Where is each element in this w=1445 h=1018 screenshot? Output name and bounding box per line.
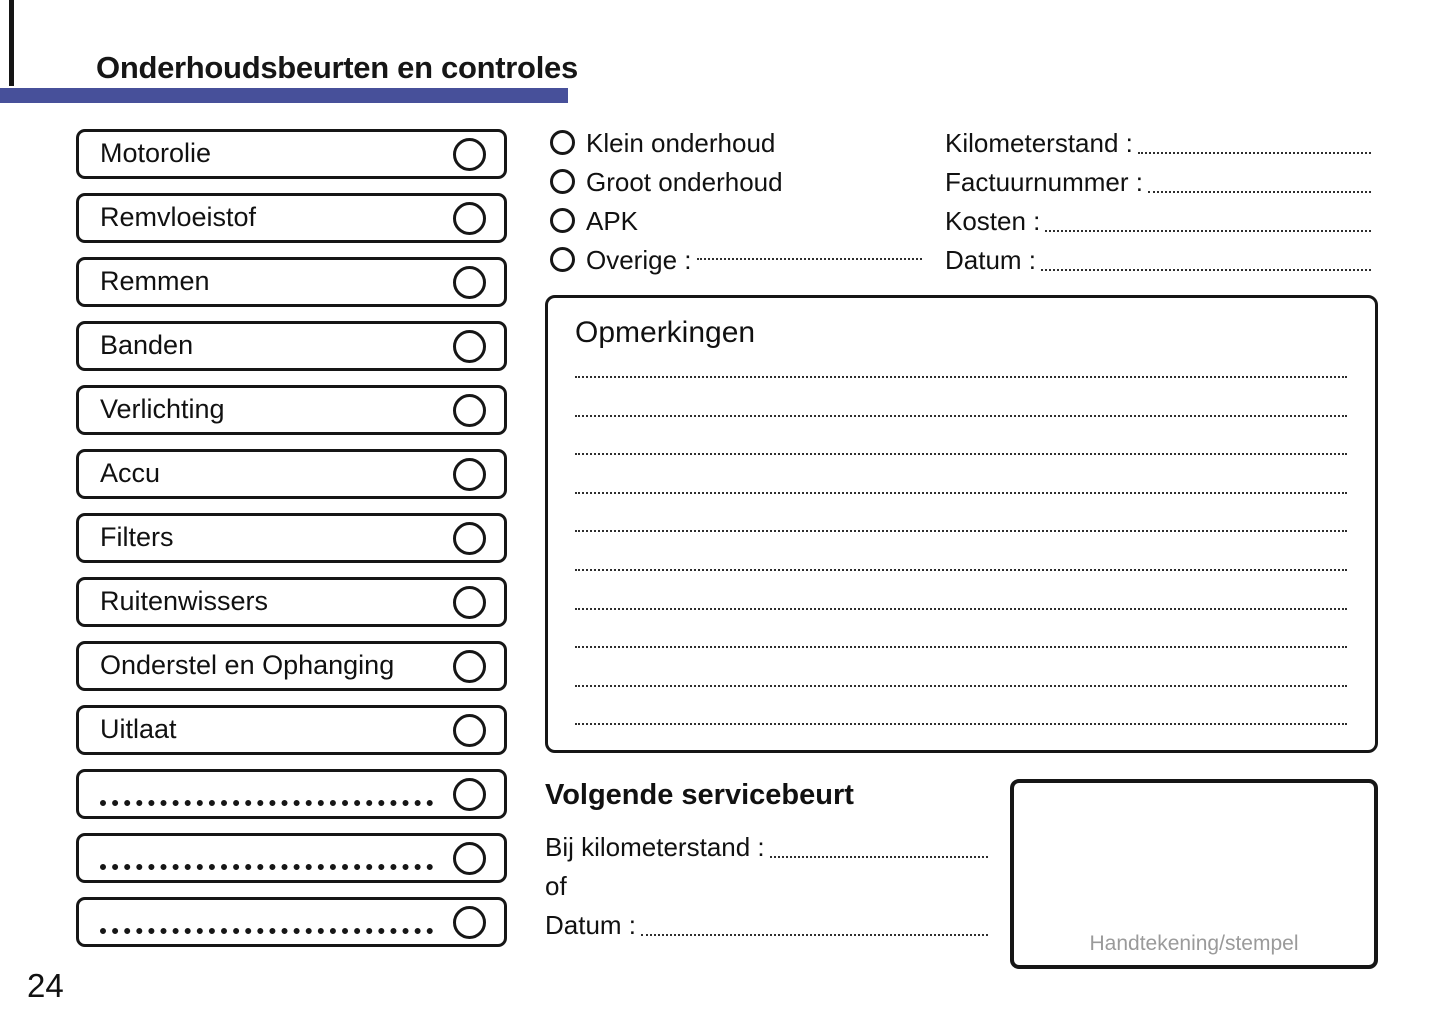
next-service-mileage-row [545, 832, 988, 860]
service-detail-fields [945, 129, 1371, 285]
checklist-item-uitlaat [76, 705, 507, 755]
checklist-item-remmen [76, 257, 507, 307]
remarks-title: Opmerkingen [575, 316, 756, 349]
checklist-item-label: Verlichting [100, 393, 225, 424]
field-kilometerstand [945, 129, 1371, 156]
checklist-item-label: Motorolie [100, 137, 212, 168]
checklist-item-blank [76, 897, 507, 947]
checklist-item-blank [76, 769, 507, 819]
checklist-item-label: Remvloeistof [100, 201, 257, 232]
checklist-item-label: Onderstel en Ophanging [100, 649, 395, 680]
option-groot-onderhoud [550, 168, 922, 195]
write-in-dotted-line [1148, 191, 1371, 193]
page-number: 24 [27, 967, 64, 1004]
checkbox-circle-icon [453, 586, 486, 619]
signature-box [1010, 779, 1378, 969]
remarks-line [575, 415, 1347, 417]
checkbox-circle-icon [453, 138, 486, 171]
remarks-line [575, 685, 1347, 687]
remarks-ruled-lines [575, 376, 1347, 728]
option-label: Groot onderhoud [586, 166, 783, 197]
inspection-checklist [76, 129, 507, 961]
checklist-item-verlichting [76, 385, 507, 435]
remarks-line [575, 530, 1347, 532]
checklist-item-label: Ruitenwissers [100, 585, 269, 616]
write-in-dotted-line [770, 856, 988, 858]
page-title: Onderhoudsbeurten en controles [96, 50, 578, 85]
option-overige [550, 246, 922, 273]
field-label: Datum : [945, 245, 1037, 275]
signature-label: Handtekening/stempel [1089, 932, 1299, 955]
checklist-item-ruitenwissers [76, 577, 507, 627]
blank-entry-dotted-line [100, 800, 433, 806]
checklist-item-label: Uitlaat [100, 713, 177, 744]
checkbox-circle-icon [453, 714, 486, 747]
or-label: of [545, 871, 567, 901]
write-in-dotted-line [697, 258, 923, 260]
field-factuurnummer [945, 168, 1371, 195]
checkbox-circle-icon [453, 330, 486, 363]
field-label: Factuurnummer : [945, 167, 1143, 197]
checkbox-circle-icon [453, 778, 486, 811]
write-in-dotted-line [1041, 269, 1371, 271]
checklist-item-label: Accu [100, 457, 161, 488]
option-apk [550, 207, 922, 234]
remarks-line [575, 646, 1347, 648]
print-corner-mark [9, 0, 14, 86]
blank-entry-dotted-line [100, 864, 433, 870]
radio-circle-icon [550, 130, 575, 155]
blank-entry-dotted-line [100, 928, 433, 934]
checkbox-circle-icon [453, 650, 486, 683]
checkbox-circle-icon [453, 202, 486, 235]
checklist-item-label: Filters [100, 521, 174, 552]
remarks-line [575, 453, 1347, 455]
field-datum [945, 246, 1371, 273]
field-label: Bij kilometerstand : [545, 832, 765, 862]
remarks-box [545, 295, 1378, 753]
next-service-title: Volgende servicebeurt [545, 779, 854, 811]
option-label: Overige : [586, 244, 692, 275]
checklist-item-label: Banden [100, 329, 194, 360]
remarks-line [575, 569, 1347, 571]
checklist-item-blank [76, 833, 507, 883]
checklist-item-accu [76, 449, 507, 499]
remarks-line [575, 376, 1347, 378]
checklist-item-onderstel-en-ophanging [76, 641, 507, 691]
next-service-section [545, 779, 988, 949]
checkbox-circle-icon [453, 394, 486, 427]
remarks-line [575, 608, 1347, 610]
next-service-date-row [545, 910, 988, 938]
write-in-dotted-line [1138, 152, 1371, 154]
checkbox-circle-icon [453, 458, 486, 491]
checklist-item-remvloeistof [76, 193, 507, 243]
checkbox-circle-icon [453, 522, 486, 555]
remarks-line [575, 492, 1347, 494]
write-in-dotted-line [1045, 230, 1371, 232]
title-underline-bar [0, 88, 568, 103]
service-type-options [550, 129, 922, 285]
next-service-or-row [545, 871, 988, 899]
option-label: Klein onderhoud [586, 127, 776, 158]
checkbox-circle-icon [453, 906, 486, 939]
checkbox-circle-icon [453, 266, 486, 299]
checklist-item-filters [76, 513, 507, 563]
radio-circle-icon [550, 247, 575, 272]
option-label: APK [586, 205, 639, 236]
checklist-item-motorolie [76, 129, 507, 179]
checklist-item-label: Remmen [100, 265, 210, 296]
field-label: Datum : [545, 910, 637, 940]
remarks-line [575, 723, 1347, 725]
option-klein-onderhoud [550, 129, 922, 156]
radio-circle-icon [550, 208, 575, 233]
radio-circle-icon [550, 169, 575, 194]
field-kosten [945, 207, 1371, 234]
field-label: Kilometerstand : [945, 128, 1133, 158]
checkbox-circle-icon [453, 842, 486, 875]
field-label: Kosten : [945, 206, 1041, 236]
write-in-dotted-line [641, 934, 988, 936]
checklist-item-banden [76, 321, 507, 371]
